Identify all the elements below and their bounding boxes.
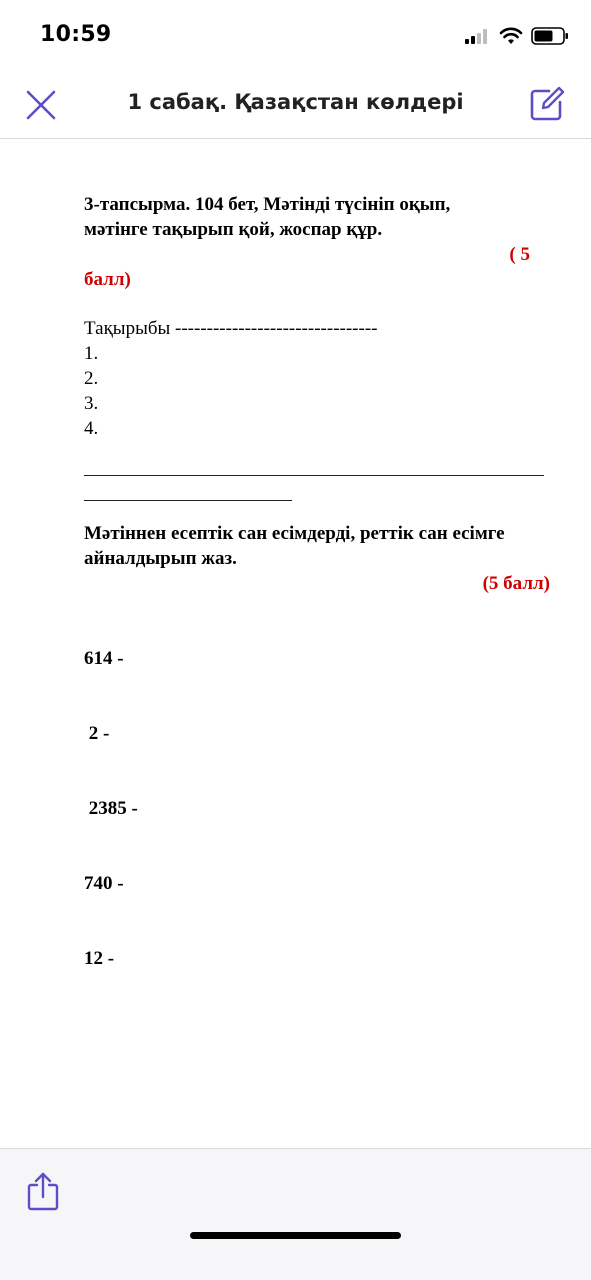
task3-points: ( 5	[509, 244, 530, 265]
task3-heading-line1: 3-тапсырма. 104 бет, Мәтінді түсініп оқып,	[84, 194, 451, 215]
share-icon[interactable]	[26, 1171, 60, 1211]
status-time: 10:59	[40, 22, 112, 47]
answer-line-short	[84, 486, 292, 501]
task3-heading-line2: мәтінге тақырып қой, жоспар құр.	[84, 219, 383, 240]
numbers-list	[84, 596, 550, 1021]
list-item: 1.	[84, 343, 99, 364]
answer-line	[84, 461, 544, 476]
list-item: 614 -	[84, 648, 124, 669]
bottom-toolbar	[0, 1148, 591, 1280]
task-numbers-points: (5 балл)	[482, 573, 550, 594]
signal-icon	[465, 28, 491, 44]
task-numbers-heading-line1: Мәтіннен есептік сан есімдерді, реттік сан есімге	[84, 523, 505, 544]
home-indicator	[190, 1232, 401, 1239]
plan-list	[84, 341, 550, 441]
task3-points-unit: балл)	[84, 269, 131, 290]
status-bar	[0, 0, 591, 70]
list-item: 3.	[84, 393, 99, 414]
list-item: 12 -	[84, 948, 115, 969]
wifi-icon	[499, 27, 523, 45]
edit-icon[interactable]	[529, 86, 565, 122]
list-item: 2.	[84, 368, 99, 389]
list-item: 4.	[84, 418, 99, 439]
document-page	[84, 192, 550, 1021]
nav-bar	[0, 70, 591, 139]
list-item: 2 -	[84, 723, 110, 744]
task-numbers-heading-line2: айналдырып жаз.	[84, 548, 237, 569]
battery-icon	[531, 27, 569, 45]
list-item: 740 -	[84, 873, 124, 894]
status-icons	[465, 24, 569, 48]
topic-label: Тақырыбы --------------------------------	[84, 318, 378, 339]
page-title: 1 сабақ. Қазақстан көлдері	[127, 90, 464, 114]
list-item: 2385 -	[84, 798, 138, 819]
